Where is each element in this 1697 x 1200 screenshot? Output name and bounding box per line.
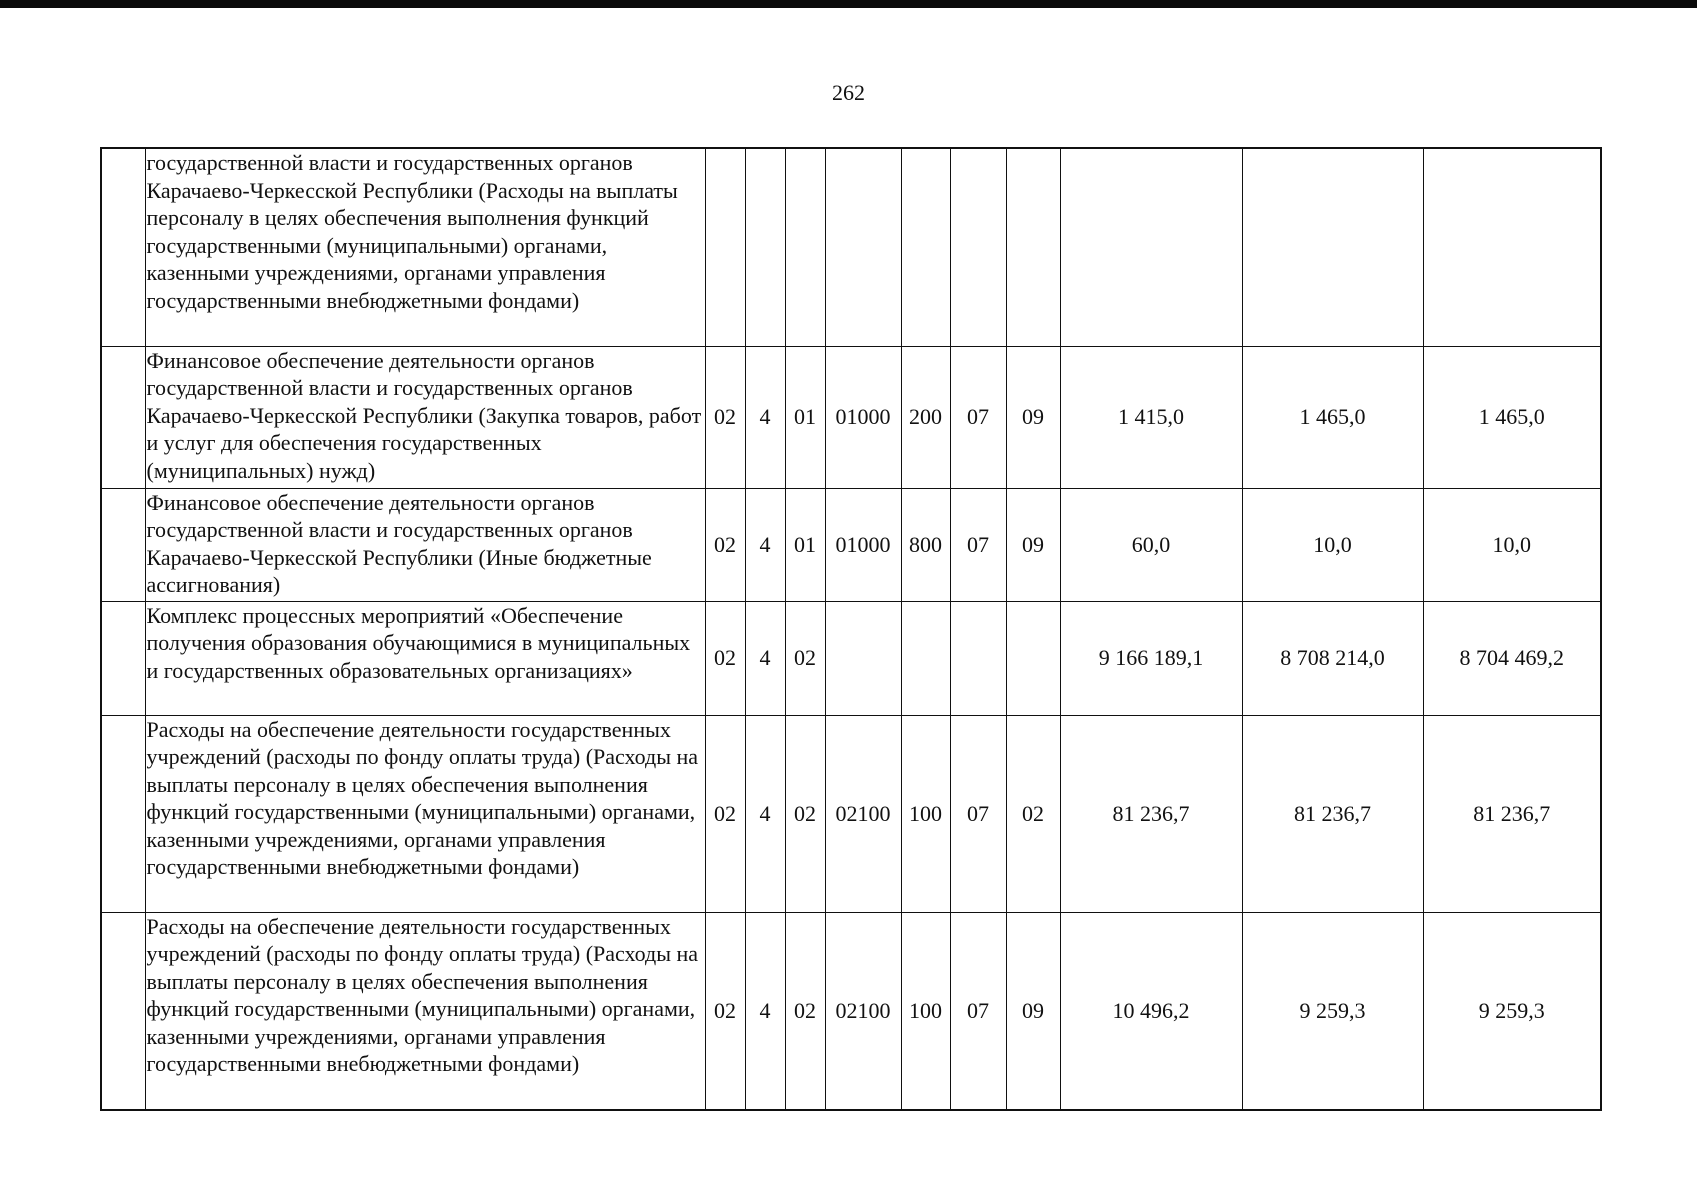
code-program-cell: 02 — [705, 488, 745, 601]
budget-table — [100, 147, 1602, 1111]
code-section-cell: 07 — [950, 346, 1006, 488]
code-direction-cell: 01000 — [825, 346, 901, 488]
row-name-cell: Комплекс процессных мероприятий «Обеспечение получения образования обучающимися в муниципальных и государственных образовательных организациях» — [145, 601, 705, 715]
amount-year2-cell: 10,0 — [1242, 488, 1423, 601]
code-activity-cell: 01 — [785, 488, 825, 601]
code-activity-cell: 01 — [785, 346, 825, 488]
code-expense-type-cell — [901, 601, 950, 715]
amount-year1-cell: 60,0 — [1060, 488, 1242, 601]
row-index-cell — [101, 715, 145, 912]
code-activity-cell: 02 — [785, 715, 825, 912]
code-subsection-cell — [1006, 601, 1060, 715]
table-row — [101, 912, 1601, 1110]
code-direction-cell: 01000 — [825, 488, 901, 601]
amount-year2-cell: 81 236,7 — [1242, 715, 1423, 912]
code-section-cell — [950, 148, 1006, 346]
code-expense-type-cell: 200 — [901, 346, 950, 488]
amount-year1-cell: 10 496,2 — [1060, 912, 1242, 1110]
amount-year3-cell: 8 704 469,2 — [1423, 601, 1601, 715]
page-number: 262 — [832, 80, 865, 105]
code-subsection-cell — [1006, 148, 1060, 346]
amount-year3-cell: 10,0 — [1423, 488, 1601, 601]
code-section-cell: 07 — [950, 912, 1006, 1110]
code-subsection-cell: 02 — [1006, 715, 1060, 912]
code-activity-cell: 02 — [785, 912, 825, 1110]
amount-year3-cell: 81 236,7 — [1423, 715, 1601, 912]
code-subprogram-cell: 4 — [745, 488, 785, 601]
amount-year2-cell: 9 259,3 — [1242, 912, 1423, 1110]
code-program-cell: 02 — [705, 912, 745, 1110]
amount-year3-cell: 9 259,3 — [1423, 912, 1601, 1110]
code-expense-type-cell: 100 — [901, 715, 950, 912]
code-subprogram-cell: 4 — [745, 601, 785, 715]
row-index-cell — [101, 346, 145, 488]
amount-year3-cell — [1423, 148, 1601, 346]
code-subprogram-cell: 4 — [745, 346, 785, 488]
code-direction-cell — [825, 148, 901, 346]
code-subprogram-cell: 4 — [745, 715, 785, 912]
code-activity-cell — [785, 148, 825, 346]
code-program-cell: 02 — [705, 346, 745, 488]
amount-year1-cell — [1060, 148, 1242, 346]
code-direction-cell: 02100 — [825, 715, 901, 912]
code-activity-cell: 02 — [785, 601, 825, 715]
code-section-cell: 07 — [950, 715, 1006, 912]
code-direction-cell: 02100 — [825, 912, 901, 1110]
table-row — [101, 601, 1601, 715]
row-name-cell: государственной власти и государственных органов Карачаево-Черкесской Республики (Расходы на выплаты персоналу в целях обеспечения выполнения функций государственными (муниципальными) органами, казенными учреждениями, органами управления государственными внебюджетными фондами) — [145, 148, 705, 346]
row-index-cell — [101, 148, 145, 346]
table-row — [101, 148, 1601, 346]
code-subsection-cell: 09 — [1006, 912, 1060, 1110]
amount-year1-cell: 81 236,7 — [1060, 715, 1242, 912]
amount-year2-cell: 8 708 214,0 — [1242, 601, 1423, 715]
code-program-cell — [705, 148, 745, 346]
code-subprogram-cell — [745, 148, 785, 346]
row-index-cell — [101, 912, 145, 1110]
code-expense-type-cell: 100 — [901, 912, 950, 1110]
row-index-cell — [101, 488, 145, 601]
amount-year2-cell — [1242, 148, 1423, 346]
row-name-cell: Финансовое обеспечение деятельности органов государственной власти и государственных органов Карачаево-Черкесской Республики (Закупка товаров, работ и услуг для обеспечения государственных (муниципальных) нужд) — [145, 346, 705, 488]
code-program-cell: 02 — [705, 715, 745, 912]
code-subprogram-cell: 4 — [745, 912, 785, 1110]
code-direction-cell — [825, 601, 901, 715]
amount-year2-cell: 1 465,0 — [1242, 346, 1423, 488]
code-subsection-cell: 09 — [1006, 488, 1060, 601]
amount-year3-cell: 1 465,0 — [1423, 346, 1601, 488]
code-expense-type-cell: 800 — [901, 488, 950, 601]
row-name-cell: Расходы на обеспечение деятельности государственных учреждений (расходы по фонду оплаты труда) (Расходы на выплаты персоналу в целях обеспечения выполнения функций государственными (муниципальными) органами, казенными учреждениями, органами управления государственными внебюджетными фондами) — [145, 912, 705, 1110]
table-row — [101, 715, 1601, 912]
row-name-cell: Финансовое обеспечение деятельности органов государственной власти и государственных органов Карачаево-Черкесской Республики (Иные бюджетные ассигнования) — [145, 488, 705, 601]
amount-year1-cell: 1 415,0 — [1060, 346, 1242, 488]
row-index-cell — [101, 601, 145, 715]
table-row — [101, 346, 1601, 488]
row-name-cell: Расходы на обеспечение деятельности государственных учреждений (расходы по фонду оплаты труда) (Расходы на выплаты персоналу в целях обеспечения выполнения функций государственными (муниципальными) органами, казенными учреждениями, органами управления государственными внебюджетными фондами) — [145, 715, 705, 912]
code-section-cell: 07 — [950, 488, 1006, 601]
code-program-cell: 02 — [705, 601, 745, 715]
code-subsection-cell: 09 — [1006, 346, 1060, 488]
code-section-cell — [950, 601, 1006, 715]
amount-year1-cell: 9 166 189,1 — [1060, 601, 1242, 715]
code-expense-type-cell — [901, 148, 950, 346]
scan-top-border — [0, 0, 1697, 8]
table-row — [101, 488, 1601, 601]
